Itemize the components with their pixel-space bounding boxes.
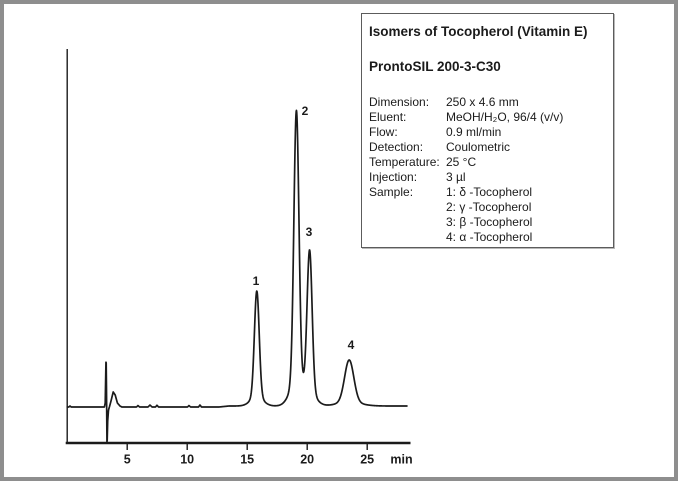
param-value: 3 µl [446,170,466,184]
param-value: 1: δ -Tocopherol [446,185,533,199]
x-tick-label: 15 [240,452,255,467]
param-row [369,200,607,215]
param-value: 4: α -Tocopherol [446,230,533,244]
x-axis-unit-label: min [390,452,413,467]
param-row [369,95,607,110]
param-label: Detection: [369,140,424,154]
param-row [369,230,607,245]
param-row [369,170,607,185]
peak-label: 1 [252,274,260,288]
chromatogram-trace [67,110,407,441]
x-tick-label: 5 [123,452,131,467]
peak-number-labels [253,104,355,352]
param-row [369,110,607,125]
param-row [369,125,607,140]
param-label [369,230,446,245]
param-label: Dimension: [369,95,430,109]
axes [66,49,411,443]
peak-label: 4 [347,338,355,352]
param-value: 3: β -Tocopherol [446,215,533,229]
x-tick-label: 10 [180,452,195,467]
param-label [369,215,446,230]
param-row [369,140,607,155]
param-label [369,200,446,215]
param-value: 2: γ -Tocopherol [446,200,532,214]
param-label: Injection: [369,170,418,184]
conditions-box [361,13,614,248]
param-value: MeOH/H₂O, 96/4 (v/v) [446,110,564,124]
x-axis-ticks [124,444,413,467]
param-label: Sample: [369,185,414,199]
x-tick-label: 25 [360,452,375,467]
peak-label: 2 [301,104,309,118]
peak-label: 3 [305,225,313,239]
x-tick-label: 20 [300,452,315,467]
column-name: ProntoSIL 200-3-C30 [369,59,501,74]
param-label: Eluent: [369,110,407,124]
param-value: Coulometric [446,140,511,154]
param-row [369,155,607,170]
param-label: Temperature: [369,155,440,169]
param-row [369,185,607,200]
param-value: 0.9 ml/min [446,125,502,139]
param-value: 25 °C [446,155,477,169]
param-row [369,215,607,230]
param-label: Flow: [369,125,398,139]
figure-title: Isomers of Tocopherol (Vitamin E) [369,24,588,39]
param-value: 250 x 4.6 mm [446,95,519,109]
param-rows [369,95,607,245]
